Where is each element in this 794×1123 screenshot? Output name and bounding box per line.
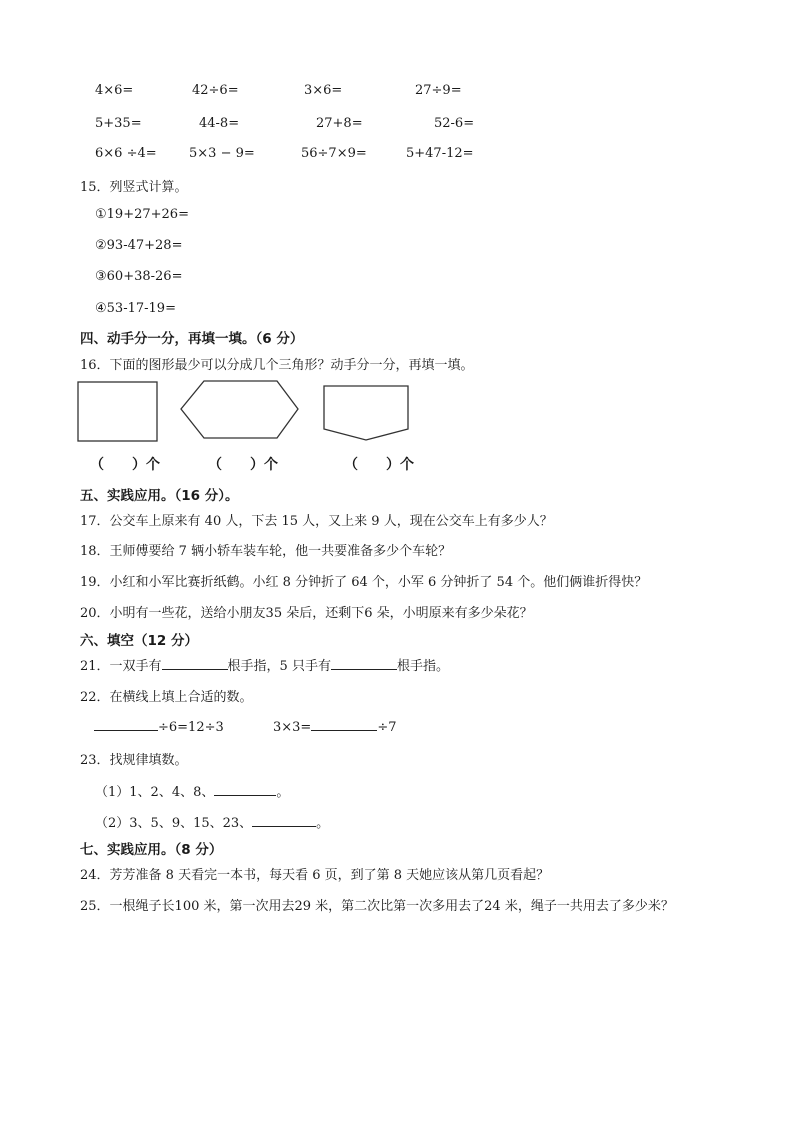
q16-answer-blank[interactable]: （ ）个	[344, 457, 414, 473]
calc-item: 5+47-12=	[406, 146, 474, 161]
question-18: 18．王师傅要给 7 辆小轿车装车轮，他一共要准备多少个车轮？	[80, 544, 452, 559]
calc-item: 5×3 − 9=	[189, 146, 255, 161]
q21-text-c: 根手指。	[396, 659, 449, 674]
q21-text-b: 根手指，5 只手有	[227, 659, 331, 674]
q22-left-tail: ÷6=12÷3	[158, 720, 224, 735]
q22-equation-right	[273, 718, 397, 735]
calc-item: 3×6=	[304, 83, 343, 98]
q16-answer-blank[interactable]: （ ）个	[208, 457, 278, 473]
section-6-heading: 六、填空（12 分）	[80, 633, 198, 649]
calc-item: 4×6=	[95, 83, 134, 98]
fill-blank[interactable]	[331, 657, 397, 670]
rectangle-shape	[76, 380, 160, 444]
calc-item: 44-8=	[199, 116, 240, 131]
q23-item-2	[95, 812, 329, 831]
question-25: 25．一根绳子长100 米，第一次用去29 米，第二次比第一次多用去了24 米，绳子一共用去了多少米？	[80, 899, 674, 914]
q15-item: ③60+38-26=	[95, 269, 183, 284]
section-5-heading: 五、实践应用。（16 分）。	[80, 488, 239, 504]
q21-text-a: 21．一双手有	[80, 659, 162, 674]
q23-end-2: 。	[316, 816, 330, 831]
fill-blank[interactable]	[162, 657, 228, 670]
calc-item: 27÷9=	[415, 83, 462, 98]
question-21	[80, 655, 449, 674]
question-23-title: 23．找规律填数。	[80, 753, 188, 768]
fill-blank[interactable]	[94, 718, 158, 731]
question-16-title: 16．下面的图形最少可以分成几个三角形？动手分一分，再填一填。	[80, 358, 474, 373]
calc-item: 27+8=	[316, 116, 363, 131]
question-22-title: 22．在横线上填上合适的数。	[80, 690, 253, 705]
section-4-heading: 四、动手分一分，再填一填。（6 分）	[80, 331, 304, 347]
q15-item: ④53-17-19=	[95, 301, 176, 316]
calc-item: 42÷6=	[192, 83, 239, 98]
q22-equation-left	[94, 718, 224, 735]
q23-item-1	[95, 781, 289, 800]
fill-blank[interactable]	[214, 783, 276, 796]
q15-item: ②93-47+28=	[95, 238, 183, 253]
question-20: 20．小明有一些花，送给小朋友35 朵后，还剩下6 朵，小明原来有多少朵花？	[80, 606, 533, 621]
hexagon-shape	[178, 378, 302, 442]
calc-item: 6×6 ÷4=	[95, 146, 157, 161]
section-7-heading: 七、实践应用。（8 分）	[80, 842, 223, 858]
question-19: 19．小红和小军比赛折纸鹤。小红 8 分钟折了 64 个，小军 6 分钟折了 54 个。他们俩谁折得快？	[80, 575, 648, 590]
calc-item: 5+35=	[95, 116, 142, 131]
q15-item: ①19+27+26=	[95, 207, 189, 222]
q23-sequence-2: （2）3、5、9、15、23、	[95, 816, 253, 831]
pentagon-shape	[321, 383, 411, 443]
question-17: 17．公交车上原来有 40 人，下去 15 人，又上来 9 人，现在公交车上有多少人？	[80, 514, 553, 529]
q22-right-head: 3×3=	[273, 720, 312, 735]
calc-item: 56÷7×9=	[301, 146, 367, 161]
fill-blank[interactable]	[252, 814, 316, 827]
q23-end-1: 。	[276, 785, 290, 800]
question-15-title: 15．列竖式计算。	[80, 180, 188, 195]
fill-blank[interactable]	[311, 718, 377, 731]
q22-right-tail: ÷7	[377, 720, 397, 735]
calc-item: 52-6=	[434, 116, 475, 131]
q23-sequence-1: （1）1、2、4、8、	[95, 785, 215, 800]
question-24: 24．芳芳准备 8 天看完一本书，每天看 6 页，到了第 8 天她应该从第几页看起？	[80, 868, 550, 883]
q16-answer-blank[interactable]: （ ）个	[90, 457, 160, 473]
